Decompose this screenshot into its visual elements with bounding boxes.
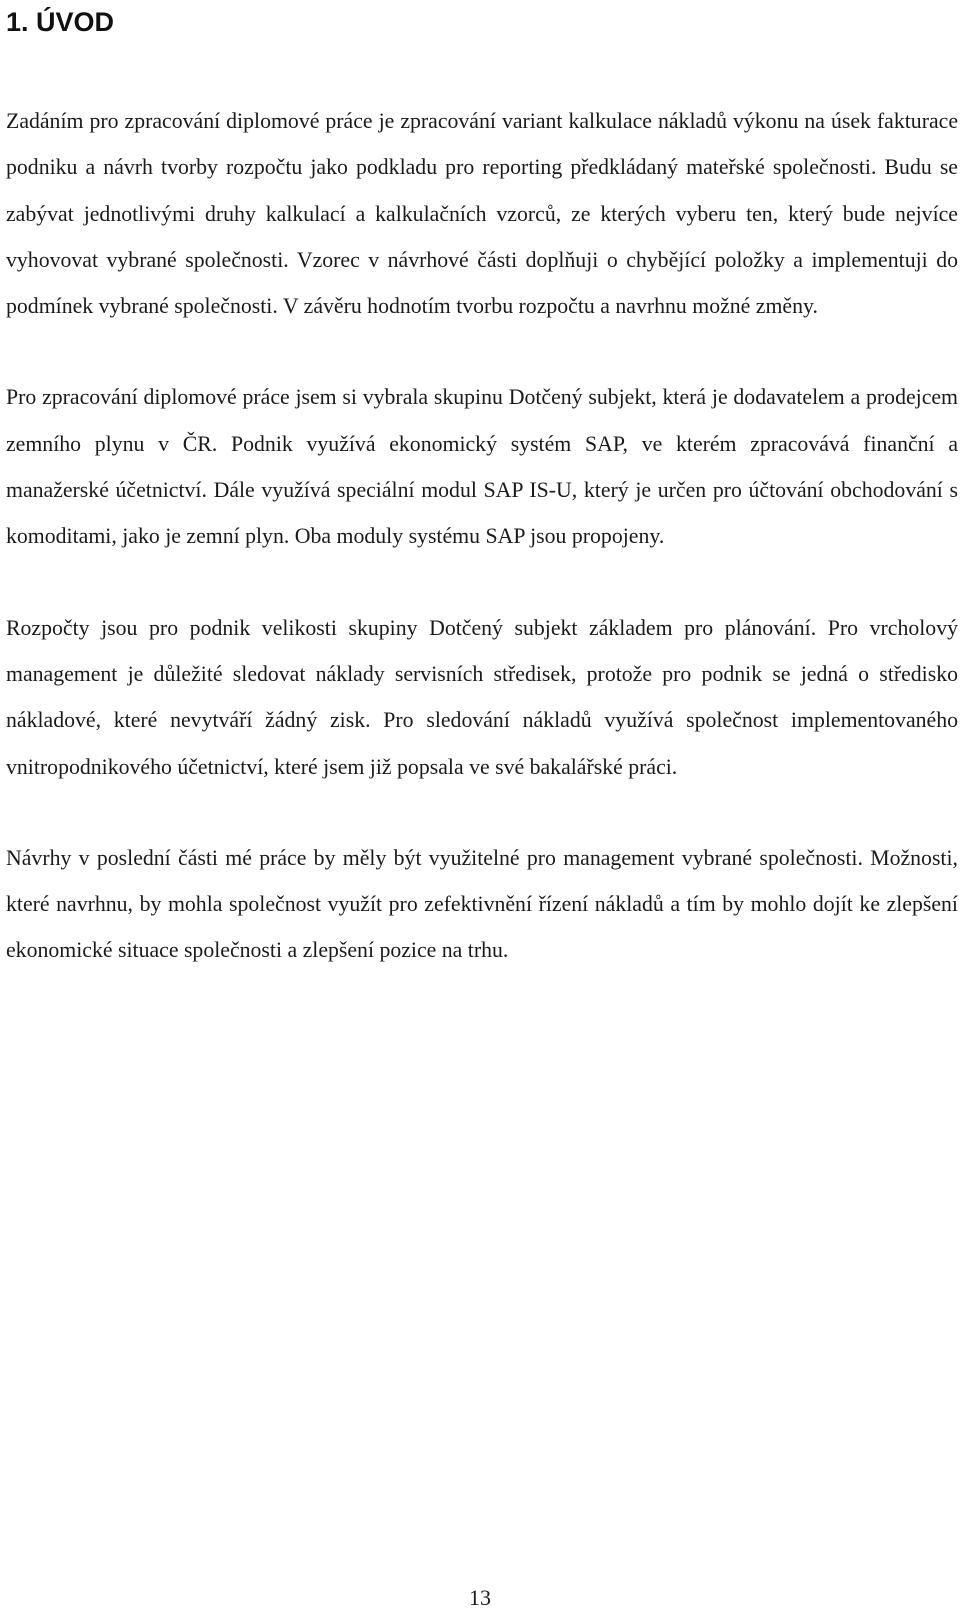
paragraph-2: Pro zpracování diplomové práce jsem si vybrala skupinu Dotčený subjekt, která je dodavatelem a prodejcem zemního plynu v ČR. Podnik využívá ekonomický systém SAP, ve kterém zpracovává finanční a manažerské účetnictví. Dále využívá speciální modul SAP IS-U, který je určen pro účtování obchodování s komoditami, jako je zemní plyn. Oba moduly systému SAP jsou propojeny. [6, 385, 958, 549]
paragraph-4: Návrhy v poslední části mé práce by měly být využitelné pro management vybrané společnosti. Možnosti, které navrhnu, by mohla společnost využít pro zefektivnění řízení nákladů a tím by mohlo dojít ke zlepšení ekonomické situace společnosti a zlepšení pozice na trhu. [6, 845, 958, 963]
paragraph-3: Rozpočty jsou pro podnik velikosti skupiny Dotčený subjekt základem pro plánování. Pro vrcholový management je důležité sledovat náklady servisních středisek, protože pro podnik se jedná o středisko nákladové, které nevytváří žádný zisk. Pro sledování nákladů využívá společnost implementovaného vnitropodnikového účetnictví, které jsem již popsala ve své bakalářské práci. [6, 615, 958, 779]
page-number: 13 [469, 1585, 491, 1610]
body-text [6, 98, 958, 1019]
paragraph-1: Zadáním pro zpracování diplomové práce je zpracování variant kalkulace nákladů výkonu na úsek fakturace podniku a návrh tvorby rozpočtu jako podkladu pro reporting předkládaný mateřské společnosti. Budu se zabývat jednotlivými druhy kalkulací a kalkulačních vzorců, ze kterých vyberu ten, který bude nejvíce vyhovovat vybrané společnosti. Vzorec v návrhové části doplňuji o chybějící položky a implementuji do podmínek vybrané společnosti. V závěru hodnotím tvorbu rozpočtu a navrhnu možné změny. [6, 109, 958, 319]
chapter-heading: 1. ÚVOD [6, 7, 115, 37]
